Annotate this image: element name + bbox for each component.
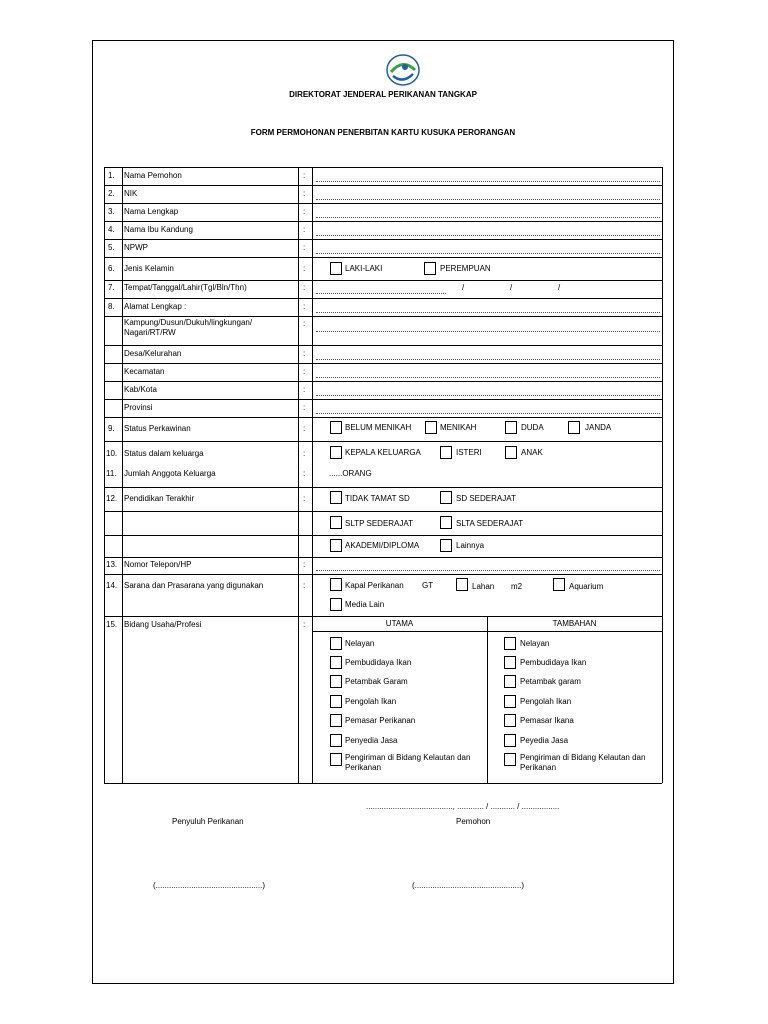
utama-petambak: Petambak Garam <box>345 677 408 686</box>
row-number: 1. <box>108 171 115 180</box>
label-status-perkawinan: Status Perkawinan <box>124 424 191 433</box>
option-anak: ANAK <box>521 448 543 457</box>
option-lainnya: Lainnya <box>456 541 485 550</box>
colon: : <box>303 243 306 252</box>
utama-pemasar: Pemasar Perikanan <box>345 716 416 725</box>
label-jenis-kelamin: Jenis Kelamin <box>124 264 174 273</box>
date-separator: / <box>510 283 513 292</box>
tambahan-pengiriman: Pengiriman di Bidang Kelautan dan <box>520 753 646 762</box>
option-belum-menikah: BELUM MENIKAH <box>345 423 412 432</box>
utama-pengiriman-cont: Perikanan <box>345 763 382 772</box>
label-telepon: Nomor Telepon/HP <box>124 560 192 569</box>
option-duda: DUDA <box>521 423 544 432</box>
colon: : <box>303 283 306 292</box>
checkbox-tambahan-pengiriman[interactable] <box>504 753 516 766</box>
colon: : <box>303 403 306 412</box>
date-line[interactable]: ......................................., ............ / ........... / ................. <box>366 802 560 811</box>
checkbox-tidak-tamat-sd[interactable] <box>330 491 342 504</box>
checkbox-tambahan-pemasar[interactable] <box>504 714 516 727</box>
signer-pemohon: Pemohon <box>456 817 491 826</box>
label-pendidikan: Pendidikan Terakhir <box>124 494 195 503</box>
utama-pengiriman: Pengiriman di Bidang Kelautan dan <box>345 753 471 762</box>
option-akademi: AKADEMI/DIPLOMA <box>345 541 420 550</box>
colon: : <box>303 349 306 358</box>
label-alamat: Alamat Lengkap : <box>124 302 187 311</box>
tambahan-petambak: Petambak garam <box>520 677 581 686</box>
unit-gt: GT <box>422 581 434 590</box>
checkbox-kapal-perikanan[interactable] <box>330 578 342 591</box>
checkbox-duda[interactable] <box>505 421 517 434</box>
colon: : <box>303 620 306 629</box>
colon: : <box>303 319 306 328</box>
label-ttl: Tempat/Tanggal/Lahir(Tgl/Bln/Thn) <box>124 283 247 292</box>
colon: : <box>303 385 306 394</box>
checkbox-lainnya[interactable] <box>440 539 452 552</box>
colon: : <box>303 171 306 180</box>
colon: : <box>303 225 306 234</box>
checkbox-utama-pemasar[interactable] <box>330 714 342 727</box>
checkbox-sltp[interactable] <box>330 516 342 529</box>
checkbox-utama-pengiriman[interactable] <box>330 753 342 766</box>
label-nama-ibu: Nama Ibu Kandung <box>124 225 193 234</box>
column-tambahan: TAMBAHAN <box>552 619 597 628</box>
checkbox-janda[interactable] <box>568 421 580 434</box>
option-slta: SLTA SEDERAJAT <box>456 519 524 528</box>
label-provinsi: Provinsi <box>124 403 153 412</box>
colon: : <box>303 560 306 569</box>
signer-penyuluh: Penyuluh Perikanan <box>172 817 244 826</box>
label-jumlah-anggota: Jumlah Anggota Keluarga <box>124 469 216 478</box>
colon: : <box>303 207 306 216</box>
label-status-keluarga: Status dalam keluarga <box>124 449 204 458</box>
colon: : <box>303 469 306 478</box>
checkbox-sd-sederajat[interactable] <box>440 491 452 504</box>
label-sarana: Sarana dan Prasarana yang digunakan <box>124 581 264 590</box>
option-kapal-perikanan: Kapal Perikanan <box>345 581 404 590</box>
label-npwp: NPWP <box>124 243 148 252</box>
checkbox-media-lain[interactable] <box>330 598 342 611</box>
agency-logo <box>383 50 423 88</box>
label-nama-pemohon: Nama Pemohon <box>124 171 182 180</box>
checkbox-utama-penyedia[interactable] <box>330 734 342 747</box>
jumlah-anggota-value[interactable]: ......ORANG <box>329 469 372 478</box>
checkbox-laki-laki[interactable] <box>330 262 342 275</box>
utama-nelayan: Nelayan <box>345 639 375 648</box>
label-nama-lengkap: Nama Lengkap <box>124 207 179 216</box>
agency-title: DIREKTORAT JENDERAL PERIKANAN TANGKAP <box>289 90 477 99</box>
row-number: 9. <box>108 424 115 433</box>
label-bidang-usaha: Bidang Usaha/Profesi <box>124 620 202 629</box>
colon: : <box>303 264 306 273</box>
row-number: 6. <box>108 264 115 273</box>
label-desa: Desa/Kelurahan <box>124 349 182 358</box>
column-utama: UTAMA <box>385 619 414 628</box>
option-perempuan: PEREMPUAN <box>440 264 491 273</box>
row-number: 13. <box>106 560 118 569</box>
checkbox-aquarium[interactable] <box>553 578 565 591</box>
checkbox-kepala-keluarga[interactable] <box>330 446 342 459</box>
option-media-lain: Media Lain <box>345 600 385 609</box>
row-number: 7. <box>108 283 115 292</box>
option-lahan: Lahan <box>472 582 495 591</box>
checkbox-belum-menikah[interactable] <box>330 421 342 434</box>
checkbox-anak[interactable] <box>505 446 517 459</box>
row-number: 10. <box>106 449 118 458</box>
utama-penyedia: Penyedia Jasa <box>345 736 398 745</box>
colon: : <box>303 424 306 433</box>
row-number: 15. <box>106 620 118 629</box>
tambahan-nelayan: Nelayan <box>520 639 550 648</box>
checkbox-utama-pembudidaya[interactable] <box>330 656 342 669</box>
utama-pengolah: Pengolah Ikan <box>345 697 397 706</box>
row-number: 3. <box>108 207 115 216</box>
colon: : <box>303 494 306 503</box>
name-line-pemohon[interactable]: (................................................) <box>412 881 525 890</box>
checkbox-lahan[interactable] <box>456 578 468 591</box>
row-number: 5. <box>108 243 115 252</box>
option-sd-sederajat: SD SEDERAJAT <box>456 494 516 503</box>
row-number: 14. <box>106 581 118 590</box>
checkbox-menikah[interactable] <box>425 421 437 434</box>
form-title: FORM PERMOHONAN PENERBITAN KARTU KUSUKA PERORANGAN <box>250 128 516 137</box>
checkbox-perempuan[interactable] <box>424 262 436 275</box>
row-number: 12. <box>106 494 118 503</box>
colon: : <box>303 302 306 311</box>
checkbox-tambahan-petambak[interactable] <box>504 675 516 688</box>
label-kecamatan: Kecamatan <box>124 367 165 376</box>
tambahan-pemasar: Pemasar Ikana <box>520 716 574 725</box>
label-kampung-rt: Nagari/RT/RW <box>124 328 176 337</box>
unit-m2: m2 <box>511 582 523 591</box>
checkbox-tambahan-pengolah[interactable] <box>504 695 516 708</box>
checkbox-utama-petambak[interactable] <box>330 675 342 688</box>
date-separator: / <box>462 283 465 292</box>
utama-pembudidaya: Pembudidaya Ikan <box>345 658 412 667</box>
tambahan-pengolah: Pengolah Ikan <box>520 697 572 706</box>
option-sltp: SLTP SEDERAJAT <box>345 519 414 528</box>
colon: : <box>303 367 306 376</box>
row-number: 11. <box>106 469 117 478</box>
option-tidak-tamat-sd: TIDAK TAMAT SD <box>345 494 410 503</box>
option-isteri: ISTERI <box>456 448 482 457</box>
tambahan-pengiriman-cont: Perikanan <box>520 763 557 772</box>
option-aquarium: Aquarium <box>569 582 604 591</box>
date-separator: / <box>558 283 561 292</box>
row-number: 4. <box>108 225 115 234</box>
name-line-penyuluh[interactable]: (................................................) <box>153 881 266 890</box>
label-nik: NIK <box>124 189 138 198</box>
colon: : <box>303 449 306 458</box>
tambahan-penyedia: Peyedia Jasa <box>520 736 569 745</box>
label-kampung: Kampung/Dusun/Dukuh/lingkungan/ <box>124 318 253 327</box>
checkbox-tambahan-nelayan[interactable] <box>504 637 516 650</box>
checkbox-utama-nelayan[interactable] <box>330 637 342 650</box>
colon: : <box>303 189 306 198</box>
checkbox-isteri[interactable] <box>440 446 452 459</box>
checkbox-utama-pengolah[interactable] <box>330 695 342 708</box>
tambahan-pembudidaya: Pembudidaya Ikan <box>520 658 587 667</box>
checkbox-slta[interactable] <box>440 516 452 529</box>
row-number: 8. <box>108 302 115 311</box>
option-menikah: MENIKAH <box>440 423 477 432</box>
colon: : <box>303 581 306 590</box>
checkbox-tambahan-pembudidaya[interactable] <box>504 656 516 669</box>
option-janda: JANDA <box>585 423 612 432</box>
row-number: 2. <box>108 189 115 198</box>
label-kab: Kab/Kota <box>124 385 157 394</box>
checkbox-akademi[interactable] <box>330 539 342 552</box>
checkbox-tambahan-penyedia[interactable] <box>504 734 516 747</box>
option-kepala-keluarga: KEPALA KELUARGA <box>345 448 421 457</box>
option-laki-laki: LAKI-LAKI <box>345 264 383 273</box>
